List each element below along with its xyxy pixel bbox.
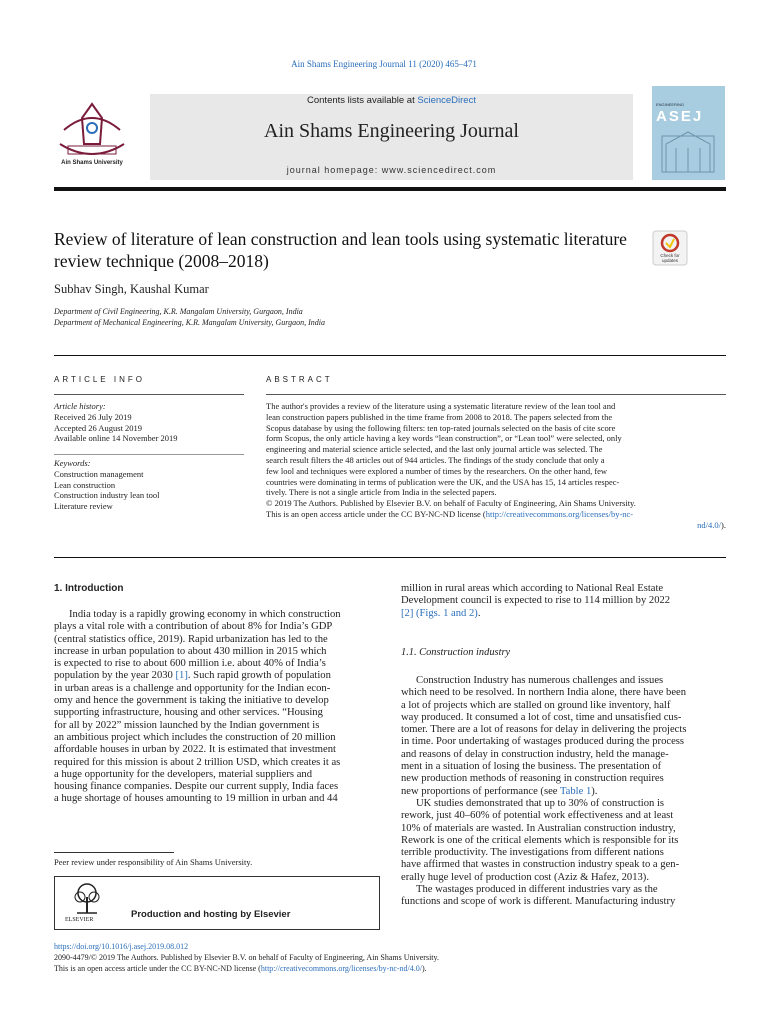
article-title: Review of literature of lean construction and lean tools using systematic literature review technique (2008–2018) [54,229,627,271]
keyword: Literature review [54,501,113,512]
intro-line: required for this mission is about 2 trillion USD, which creates it as [54,756,341,768]
col2-text: . [477,607,481,619]
keyword: Construction industry lean tool [54,490,160,501]
col2-line: rework, just 40–60% of potential work effectiveness and at least [401,810,674,822]
check-for-updates-icon[interactable] [652,230,688,266]
col2-line: ment in a situation of losing the business. The presentation of [401,761,662,773]
reference-1-link[interactable]: [1] [175,670,188,682]
abstract-line: countries were dominating in terms of publication were the UK, and the USA has 15, 14 articles respec- [266,476,620,487]
keyword: Lean construction [54,479,116,490]
abstract-line: The author's provides a review of the literature using a systematic literature review of the lean tool and [266,401,616,411]
elsevier-tree-icon [69,881,105,915]
issn-line: 2090-4479/© 2019 The Authors. Published by Elsevier B.V. on behalf of Faculty of Engineering, Ain Shams University. [54,953,440,962]
journal-title: Ain Shams Engineering Journal [264,120,519,142]
intro-line: omy and hence the government is taking the initiative to develop [54,695,329,707]
intro-line: in urban areas is a challenge and opportunity for the Indian econ- [54,682,331,694]
abstract-body [266,401,726,531]
col2-line: tomer. There are a lot of reasons for delay in delivering the projects [401,724,687,736]
construction-industry-body [401,675,726,909]
col2-line: functions and scope of work is different. Manufacturing industry [401,896,676,908]
column2-top [401,583,726,620]
abstract-line: few lool and techniques were explored a number of times by the researchers. On the other hand, few [266,465,608,476]
col2-line: 10% of materials are wasted. In Australian construction industry, [401,822,676,834]
col2-line: and reasons of delay in construction industry, held the manage- [401,748,669,760]
intro-line: a huge opportunity for the developers, material suppliers and [54,768,313,780]
journal-citation[interactable]: Ain Shams Engineering Journal 11 (2020) 465–471 [291,59,477,69]
contents-line [150,95,633,106]
abstract-line: lean construction papers published in the time frame from 2008 to 2018. The papers selected from the [266,411,613,422]
col2-line: new production methods of reasoning in construction requires [401,773,664,785]
article-info-rule [54,394,244,395]
col2-line: a lot of projects which are stalled on ground like inventory, half [401,699,671,711]
header-rule [54,187,726,191]
article-info-heading: ARTICLE INFO [54,375,145,384]
footnote-rule [54,852,174,853]
intro-text: population by the year 2030 [54,670,173,682]
introduction-body [54,609,380,806]
history-online: Available online 14 November 2019 [54,433,178,444]
intro-line: plays a vital role with a contribution of about 8% for India’s GDP [54,621,333,633]
abstract-line: tively. There is not a single article from India in the selected papers. [266,487,497,498]
footer-license-suffix: ). [422,964,427,973]
construction-industry-heading: 1.1. Construction industry [401,647,511,658]
intro-line: affordable houses in urban by 2022. It is estimated that investment [54,744,336,756]
cover-title: ASEJ [656,108,704,125]
abstract-license [266,509,726,520]
abstract-copyright: © 2019 The Authors. Published by Elsevier B.V. on behalf of Faculty of Engineering, Ain Shams University. [266,498,636,509]
license-link-cont[interactable]: nd/4.0/ [697,519,722,530]
doi-link[interactable]: https://doi.org/10.1016/j.asej.2019.08.012 [54,942,189,951]
history-received: Received 26 July 2019 [54,411,132,422]
col2-line-refs [401,608,726,620]
intro-line: a huge shortage of houses amounting to 19 million in urban and 44 [54,793,338,805]
col2-text: ). [591,785,598,797]
history-accepted: Accepted 26 August 2019 [54,422,143,433]
production-hosting: Production and hosting by Elsevier [131,909,291,920]
intro-line: India today is a rapidly growing economy in which construction [69,609,341,620]
col2-line: Development council is expected to rise to 114 million by 2022 [401,595,671,607]
figures-link[interactable]: (Figs. 1 and 2) [416,607,478,619]
col2-line: The wastages produced in different industries vary as the [416,884,658,896]
authors: Subhav Singh, Kaushal Kumar [54,282,209,296]
abstract-end-rule [54,557,726,558]
col2-line: Rework is one of the critical elements which is responsible for its [401,834,679,846]
elsevier-box [54,876,380,930]
intro-line: housing finance companies. Despite our current supply, India faces [54,781,339,793]
col2-line: Construction Industry has numerous challenges and issues [416,675,664,686]
university-logo [54,100,130,172]
footer-license-prefix: This is an open access article under the CC BY-NC-ND license ( [54,964,261,973]
col2-line: which need to be resolved. In northern India alone, there have been [401,687,687,699]
section-rule [54,355,726,356]
reference-2-link[interactable]: [2] [401,607,414,619]
cover-small-text: ENGINEERING [656,102,685,107]
affiliation-2: Department of Mechanical Engineering, K.R. Mangalam University, Gurgaon, India [54,318,325,327]
keywords [54,458,254,512]
abstract-rule [266,394,726,395]
sciencedirect-link[interactable]: ScienceDirect [417,95,476,106]
abstract-line: search result filters the 48 articles out of 944 articles. The findings of the study conclude that only a [266,454,605,465]
footer-license [54,964,427,974]
introduction-heading: 1. Introduction [54,583,124,594]
abstract-license-cont [266,520,726,531]
license-suffix: ). [721,519,726,530]
intro-line-ref [54,670,380,682]
col2-line: million in rural areas which according to National Real Estate [401,583,664,594]
col2-line: UK studies demonstrated that up to 30% of construction is [416,797,665,809]
check-for-updates-label: Check for updates [660,253,680,263]
intro-line: for all by 2022” mission launched by the Indian government is [54,719,320,731]
keywords-rule [54,454,244,455]
contents-prefix: Contents lists available at [307,95,418,106]
col2-line: way produced. It consumed a lot of cost, time and unsatisfied cus- [401,711,682,723]
abstract-line: engineering and material science article selected, and the last only journal article was selected. The [266,444,603,455]
col2-line: erally huge level of production cost (Aziz & Hafez, 2013). [401,871,649,883]
abstract-line: form Scopus, the only article having a key words “lean construction”, or “Lean tool” were selected, only [266,433,622,444]
col2-line: terrible productivity. The investigations from different nations [401,847,664,859]
intro-line: (central statistics office, 2019). Rapid urbanization has led to the [54,633,328,645]
intro-line: is expected to rise to about 600 million i.e. about 40% of India’s [54,658,326,670]
license-prefix: This is an open access article under the CC BY-NC-ND license ( [266,508,486,519]
footer-license-link[interactable]: http://creativecommons.org/licenses/by-nc-nd/4.0/ [260,964,422,973]
col2-line: have affirmed that wastes in construction industry speak to a gen- [401,859,680,871]
abstract-heading: ABSTRACT [266,375,333,384]
history-label: Article history: [54,401,106,411]
article-history [54,401,254,444]
table-1-link[interactable]: Table 1 [559,785,592,797]
col2-line: in time. Poor undertaking of wastages produced during the process [401,736,685,748]
keywords-label: Keywords: [54,458,91,468]
intro-line: supporting infrastructure, housing and other services. “Housing [54,707,323,719]
keyword: Construction management [54,468,144,479]
logo-caption: Ain Shams University [61,160,123,166]
intro-text: . Such rapid growth of population [187,670,331,682]
license-link[interactable]: http://creativecommons.org/licenses/by-nc- [485,508,634,519]
abstract-line: Scopus database by using the following filters: ten top-rated journals selected on the basis of cite score [266,422,616,433]
col2-line-table [401,786,726,798]
journal-cover[interactable] [652,86,725,180]
intro-line: an ambitious project which includes the construction of 20 million [54,731,336,743]
intro-line: increase in urban population to about 430 million in 2015 which [54,645,327,657]
col2-text: new proportions of performance (see [401,785,560,797]
elsevier-label: ELSEVIER [65,917,94,923]
journal-homepage[interactable]: journal homepage: www.sciencedirect.com [286,165,497,175]
peer-review-note: Peer review under responsibility of Ain Shams University. [54,857,253,867]
affiliation-1: Department of Civil Engineering, K.R. Mangalam University, Gurgaon, India [54,307,303,316]
